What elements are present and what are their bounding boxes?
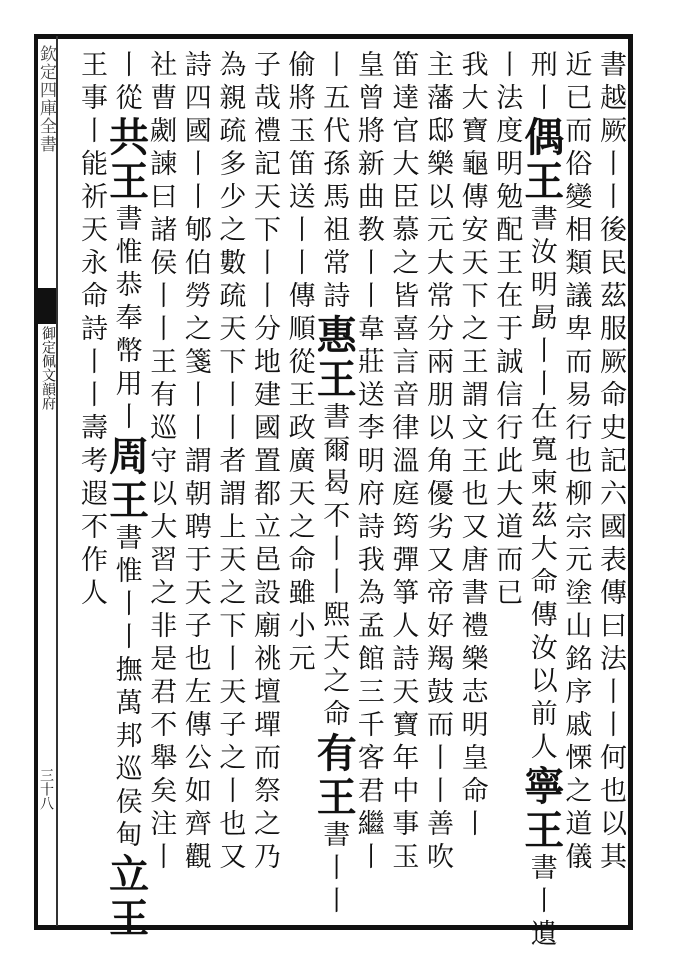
text-segment: 書惟恭奉幣用丨 bbox=[110, 204, 142, 435]
text-column bbox=[281, 50, 317, 920]
text-segment: 丨五代孫馬祖常詩 bbox=[318, 50, 350, 314]
margin-book-title: 欽定四庫全書 bbox=[36, 45, 56, 153]
text-segment: 傳順從王政廣天之命 bbox=[283, 281, 315, 578]
frame-rule-right bbox=[628, 34, 633, 930]
text-segment: 子哉禮記天下丨丨分地建國置都立邑設廟祧壇墠而祭之乃 bbox=[249, 50, 280, 875]
text-segment: 書汝明勗丨丨在寬柬茲大命傳汝以前人 bbox=[525, 204, 557, 765]
text-segment: 皇曾將新曲教丨丨韋莊送李明府詩我為孟館三千客君繼丨 bbox=[352, 50, 384, 875]
text-column bbox=[246, 50, 282, 920]
text-column bbox=[177, 50, 213, 920]
text-column bbox=[73, 50, 109, 920]
text-segment: 社曹劌諫曰諸侯丨丨王有巡守以大習之非是君不舉矣注丨 bbox=[145, 50, 177, 875]
text-column bbox=[384, 50, 420, 920]
text-column bbox=[211, 50, 247, 920]
text-column bbox=[517, 50, 565, 952]
entry-heading: 偶王 bbox=[517, 116, 565, 204]
text-segment: 書惟丨丨撫萬邦巡侯甸 bbox=[110, 523, 142, 853]
text-column bbox=[419, 50, 455, 920]
margin-divider bbox=[56, 36, 58, 926]
text-segment: 書丨遺 bbox=[525, 853, 557, 952]
text-segment: 近已而俗變相類議卑而易行也柳宗元塗山銘序戚慄之道儀 bbox=[560, 50, 592, 875]
text-column bbox=[488, 50, 524, 920]
entry-heading: 立王 bbox=[102, 853, 150, 941]
text-segment: 書越厥丨丨後民茲服厥命史記六國表傳曰法丨丨何也以其 bbox=[595, 50, 626, 875]
text-segment: 為親疏多少之數疏天下丨丨者謂上天之下丨天子之丨也又 bbox=[214, 50, 246, 875]
text-segment: 丨 bbox=[491, 50, 523, 83]
entry-heading: 寧王 bbox=[517, 765, 565, 853]
entry-heading: 有王 bbox=[310, 732, 358, 820]
text-segment: 詩丨丨壽考遐不作人 bbox=[76, 314, 107, 611]
text-segment: 刑丨 bbox=[525, 50, 557, 116]
text-segment: 雖小元 bbox=[283, 578, 315, 677]
entry-heading: 共王 bbox=[102, 116, 150, 204]
text-segment: 主藩邸樂以元大常分兩朋以角優劣又帝好羯鼓而丨丨善吹 bbox=[422, 50, 453, 875]
text-segment: 笛達官大臣慕之皆喜言音律溫庭筠彈箏人詩天寶年中事玉 bbox=[387, 50, 419, 875]
text-segment: 詩四國丨丨郇伯勞之箋丨丨謂朝聘于天子也左傳公如齊觀 bbox=[179, 50, 211, 875]
text-column bbox=[592, 50, 628, 920]
margin-page-number: 三十八 bbox=[38, 768, 54, 810]
fish-tail-mark bbox=[34, 288, 56, 324]
text-segment: 書爾曷不丨丨熙天之命 bbox=[318, 402, 350, 732]
text-column bbox=[310, 50, 358, 920]
text-segment: 我大寶龜傳安天下之王謂文王也又唐書禮樂志明皇命丨 bbox=[456, 50, 488, 842]
text-column bbox=[454, 50, 490, 920]
entry-heading: 惠王 bbox=[310, 314, 358, 402]
text-segment: 書丨丨 bbox=[318, 820, 350, 919]
entry-heading: 周王 bbox=[102, 435, 150, 523]
text-column bbox=[102, 50, 150, 941]
text-segment: 王事 bbox=[76, 50, 107, 116]
text-segment: 丨從 bbox=[110, 50, 142, 116]
margin-work-title: 御定佩文韻府 bbox=[40, 326, 56, 410]
frame-rule-top bbox=[34, 34, 632, 39]
text-segment: 法度明勉配王在于誠信行此大道而已 bbox=[491, 83, 523, 611]
text-segment: 丨能祈天永命 bbox=[76, 116, 107, 314]
text-segment: 偷將玉笛送丨丨 bbox=[283, 50, 315, 281]
